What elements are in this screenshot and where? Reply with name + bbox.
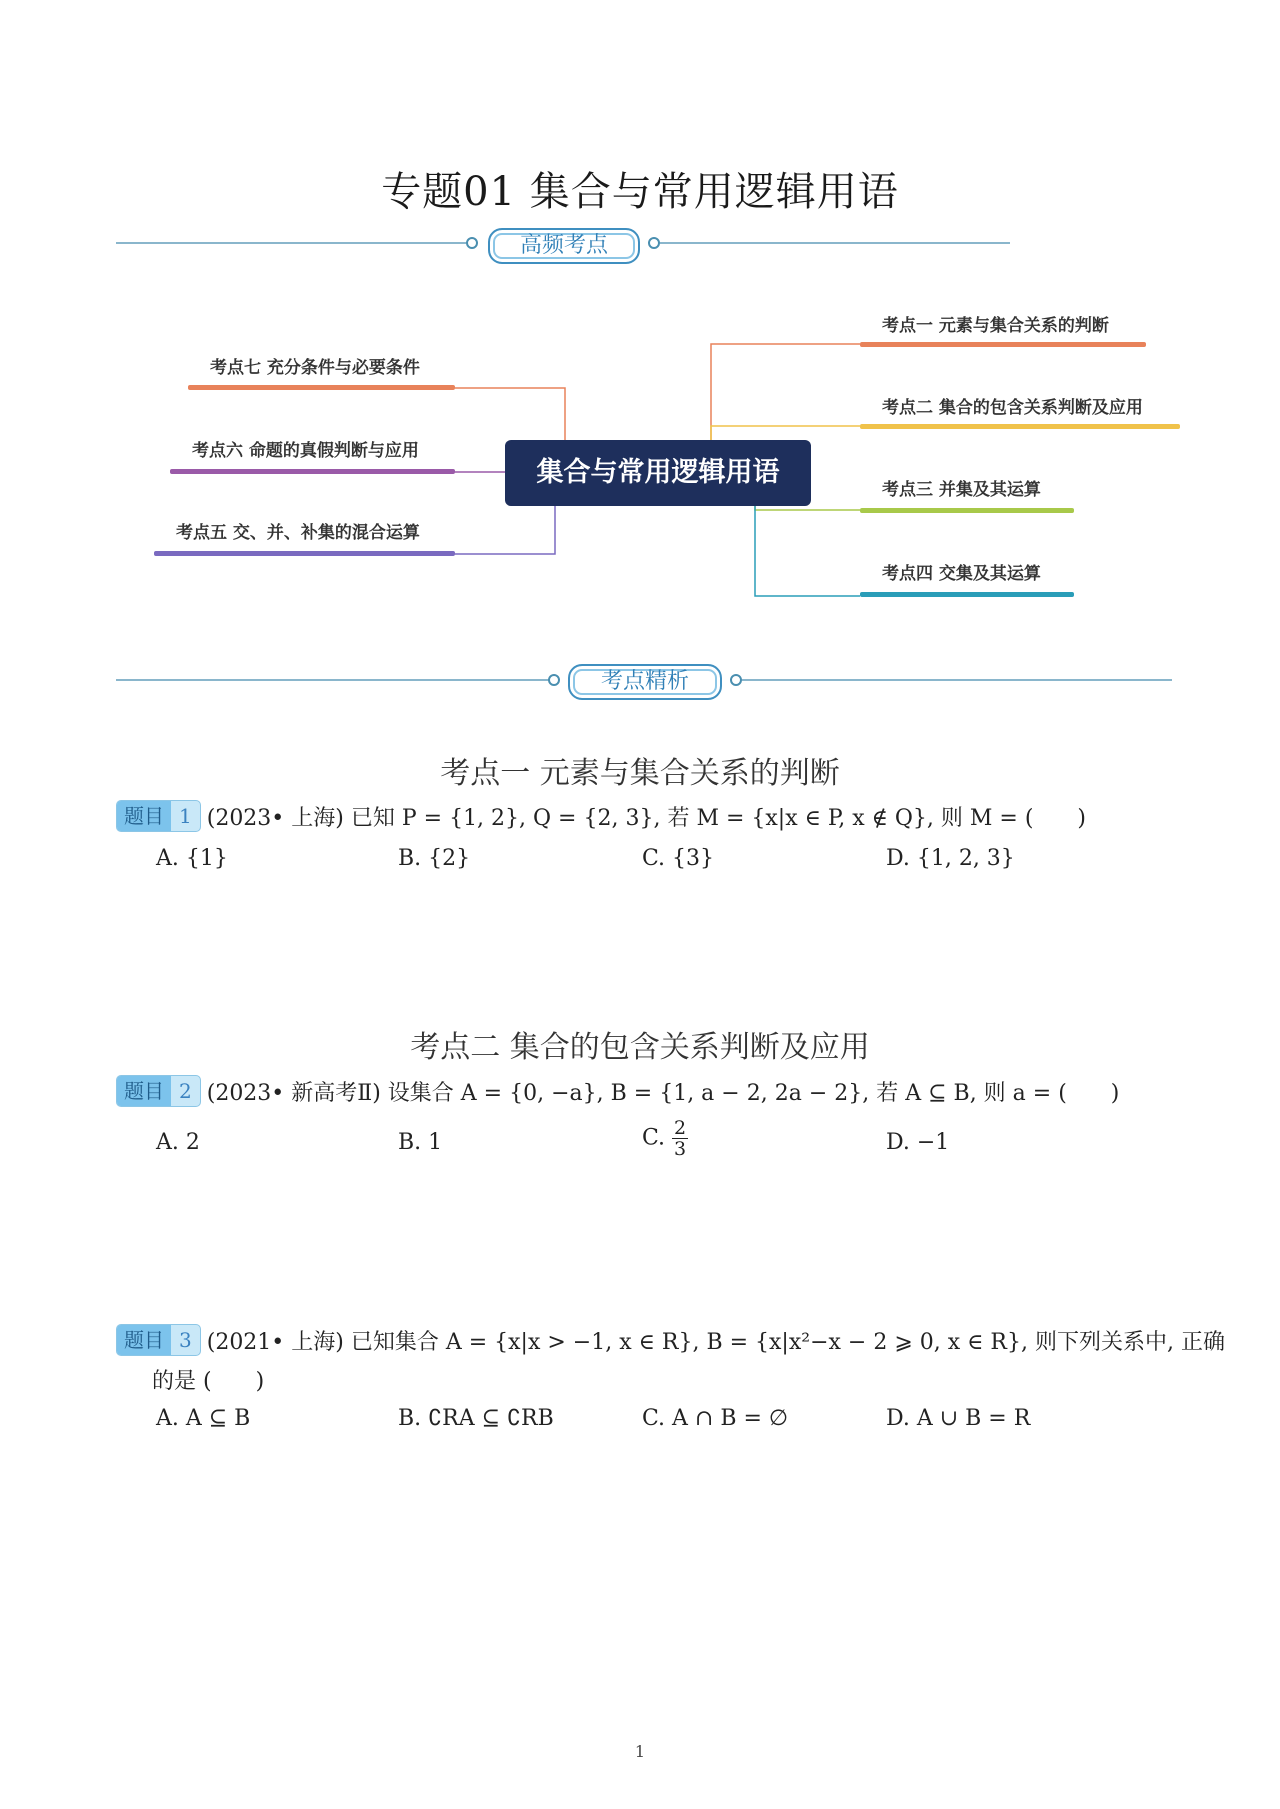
question-tag bbox=[116, 800, 201, 832]
banner-analysis-label: 考点精析 bbox=[600, 669, 689, 694]
option-b: B. 1 bbox=[398, 1130, 443, 1155]
divider-dot bbox=[730, 674, 742, 686]
divider-line bbox=[116, 679, 552, 681]
mindmap-node-6: 考点六 命题的真假判断与应用 bbox=[192, 441, 419, 461]
question-tag bbox=[116, 1324, 201, 1356]
question-2 bbox=[116, 1075, 1119, 1111]
mindmap-bar-4 bbox=[860, 592, 1074, 597]
mindmap-bar-7 bbox=[188, 385, 455, 390]
question-number: 3 bbox=[179, 1328, 192, 1352]
page-number: 1 bbox=[634, 1742, 646, 1761]
divider-dot bbox=[466, 237, 478, 249]
mindmap-bar-1 bbox=[860, 342, 1146, 347]
question-number: 2 bbox=[179, 1079, 192, 1103]
mindmap-node-1: 考点一 元素与集合关系的判断 bbox=[882, 316, 1109, 336]
mindmap-node-4: 考点四 交集及其运算 bbox=[882, 564, 1041, 584]
mindmap-center-node: 集合与常用逻辑用语 bbox=[505, 440, 811, 506]
mindmap-node-3: 考点三 并集及其运算 bbox=[882, 480, 1041, 500]
question-tag-label: 题目 bbox=[117, 801, 171, 831]
question-stem: (2023• 新高考Ⅱ) 设集合 A = {0, −a}, B = {1, a − 2, 2a − 2}, 若 A ⊆ B, 则 a = ( ) bbox=[206, 1080, 1120, 1106]
banner-high-frequency bbox=[488, 228, 640, 264]
section-heading-2: 考点二 集合的包含关系判断及应用 bbox=[410, 1030, 870, 1065]
question-1 bbox=[116, 800, 1086, 836]
mindmap-node-5: 考点五 交、并、补集的混合运算 bbox=[176, 523, 420, 543]
question-number: 1 bbox=[179, 804, 192, 828]
connector-right-4 bbox=[755, 506, 860, 596]
option-d: D. −1 bbox=[886, 1130, 950, 1155]
option-b: B. ∁RA ⊆ ∁RB bbox=[398, 1406, 554, 1431]
question-stem: (2023• 上海) 已知 P = {1, 2}, Q = {2, 3}, 若 M = {x|x ∈ P, x ∉ Q}, 则 M = ( ) bbox=[206, 805, 1087, 831]
fraction-numerator: 2 bbox=[674, 1117, 687, 1139]
connector-right-2 bbox=[711, 426, 860, 440]
banner-high-frequency-label: 高频考点 bbox=[519, 233, 608, 258]
option-c: C. {3} bbox=[642, 846, 715, 871]
option-a: A. 2 bbox=[156, 1130, 200, 1155]
mindmap-bar-3 bbox=[860, 508, 1074, 513]
divider-line bbox=[660, 242, 1010, 244]
option-c: C. A ∩ B = ∅ bbox=[642, 1406, 789, 1431]
divider-dot bbox=[648, 237, 660, 249]
option-a: A. A ⊆ B bbox=[156, 1406, 251, 1431]
section-heading-1: 考点一 元素与集合关系的判断 bbox=[440, 756, 840, 791]
option-d: D. A ∪ B = R bbox=[886, 1406, 1031, 1431]
mindmap-bar-6 bbox=[170, 469, 455, 474]
mindmap-node-7: 考点七 充分条件与必要条件 bbox=[210, 358, 420, 378]
divider-line bbox=[116, 242, 466, 244]
option-a: A. {1} bbox=[156, 846, 228, 871]
banner-analysis bbox=[568, 664, 722, 700]
mindmap-bar-5 bbox=[154, 551, 455, 556]
connector-left-7 bbox=[455, 388, 565, 440]
divider-dot bbox=[548, 674, 560, 686]
fraction-denominator: 3 bbox=[674, 1138, 687, 1160]
option-d: D. {1, 2, 3} bbox=[886, 846, 1015, 871]
mindmap-node-2: 考点二 集合的包含关系判断及应用 bbox=[882, 398, 1143, 418]
question-stem: (2021• 上海) 已知集合 A = {x|x > −1, x ∈ R}, B = {x|x²−x − 2 ⩾ 0, x ∈ R}, 则下列关系中, 正确 bbox=[206, 1329, 1225, 1355]
question-tag bbox=[116, 1075, 201, 1107]
page-title: 专题01 集合与常用逻辑用语 bbox=[381, 169, 899, 215]
question-3 bbox=[116, 1324, 1225, 1360]
option-b: B. {2} bbox=[398, 846, 471, 871]
connector-left-5 bbox=[455, 506, 555, 554]
option-c-label: C. bbox=[642, 1125, 666, 1151]
option-c bbox=[642, 1118, 688, 1159]
question-stem-continued: 的是 ( ) bbox=[152, 1369, 265, 1394]
question-tag-label: 题目 bbox=[117, 1325, 171, 1355]
question-tag-label: 题目 bbox=[117, 1076, 171, 1106]
option-c-fraction bbox=[672, 1118, 688, 1159]
mindmap-bar-2 bbox=[860, 424, 1180, 429]
connector-right-3 bbox=[755, 506, 860, 510]
divider-line bbox=[742, 679, 1172, 681]
